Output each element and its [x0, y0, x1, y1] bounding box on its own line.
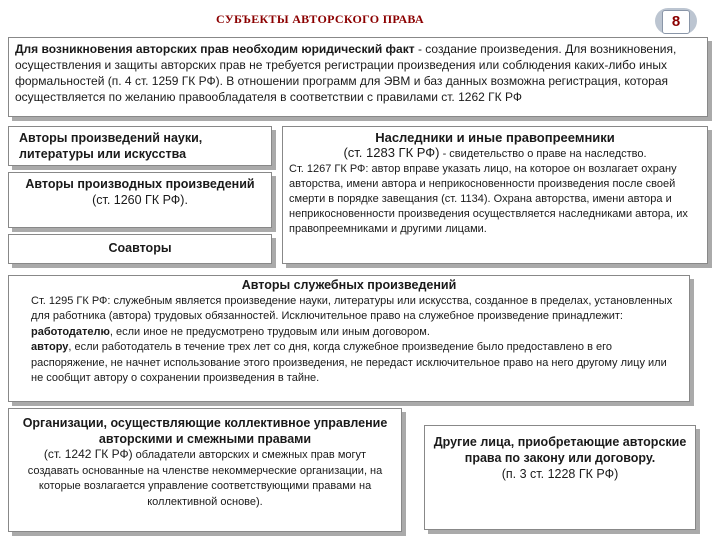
- work-box: [8, 275, 690, 402]
- page-title: СУБЪЕКТЫ АВТОРСКОГО ПРАВА: [216, 12, 424, 26]
- derivative-ref: (ст. 1260 ГК РФ).: [92, 193, 188, 207]
- others-box: [424, 425, 696, 530]
- coauthors-box: [8, 234, 272, 264]
- heirs-ref: (ст. 1283 ГК РФ): [343, 145, 440, 160]
- slide-number-badge: [655, 8, 697, 34]
- work-title: Авторы служебных произведений: [241, 278, 457, 292]
- work-author: автору: [31, 341, 69, 353]
- others-ref: (п. 3 ст. 1228 ГК РФ): [501, 467, 619, 481]
- organizations-text: обладатели авторских и смежных прав могут создавать основанные на членстве некоммерческие организации, на которые возлагается управление соответствующими правами на коллективной основе).: [27, 449, 383, 508]
- work-employer-text: , если иное не предусмотрено трудовым или иным договором.: [109, 325, 430, 338]
- organizations-title: Организации, осуществляющие коллективное управление авторскими и смежными правами: [22, 416, 388, 446]
- heirs-box: [282, 126, 708, 264]
- work-author-text: , если работодатель в течение трех лет со дня, когда служебное произведение было предоставлено в его распоряжение, не начнет использование этого произведения, не передаст исключительное право на него другому лицу или не сообщит автору о сохранении произведения в тайне.: [31, 341, 667, 384]
- derivative-box: [8, 172, 272, 228]
- slide-number: 8: [662, 10, 690, 34]
- heirs-text: Ст. 1267 ГК РФ: автор вправе указать лицо, на которое он возлагает охрану авторства, имени автора и неприкосновенности произведения после своей смерти в порядке завещания (ст. 1134). Охрана авторства, имени автора и неприкосновенности произведения осуществляется наследниками автора, их правопреемниками и другими лицами.: [289, 163, 688, 235]
- work-employer: работодателю: [31, 325, 110, 338]
- intro-box: [8, 37, 708, 117]
- derivative-title: Авторы производных произведений: [25, 177, 255, 191]
- organizations-ref: (ст. 1242 ГК РФ): [43, 447, 133, 461]
- organizations-box: [8, 408, 402, 532]
- heirs-title: Наследники и иные правопреемники: [375, 130, 615, 145]
- heirs-ref-note: - свидетельство о праве на наследство.: [439, 148, 647, 160]
- intro-lead: Для возникновения авторских прав необходим юридический факт: [15, 42, 415, 56]
- intro-text: - создание произведения. Для возникновения, осуществления и защиты авторских прав не требуется регистрации произведения или соблюдения каких-либо иных формальностей (п. 4 ст. 1259 ГК РФ). В отношении программ для ЭВМ и баз данных возможна регистрация, которая осуществляется по желанию правообладателя в соответствии с правилами ст. 1262 ГК РФ: [15, 42, 677, 104]
- authors-title: Авторы произведений науки, литературы или искусства: [19, 131, 203, 161]
- coauthors-title: Соавторы: [108, 241, 172, 255]
- work-paragraph: Ст. 1295 ГК РФ: служебным является произведение науки, литературы или искусства, созданное в пределах, установленных для работника (автора) трудовых обязанностей. Исключительное право на служебное произведение принадлежит:: [31, 294, 673, 322]
- authors-box: [8, 126, 272, 166]
- others-title: Другие лица, приобретающие авторские права по закону или договору.: [433, 435, 687, 465]
